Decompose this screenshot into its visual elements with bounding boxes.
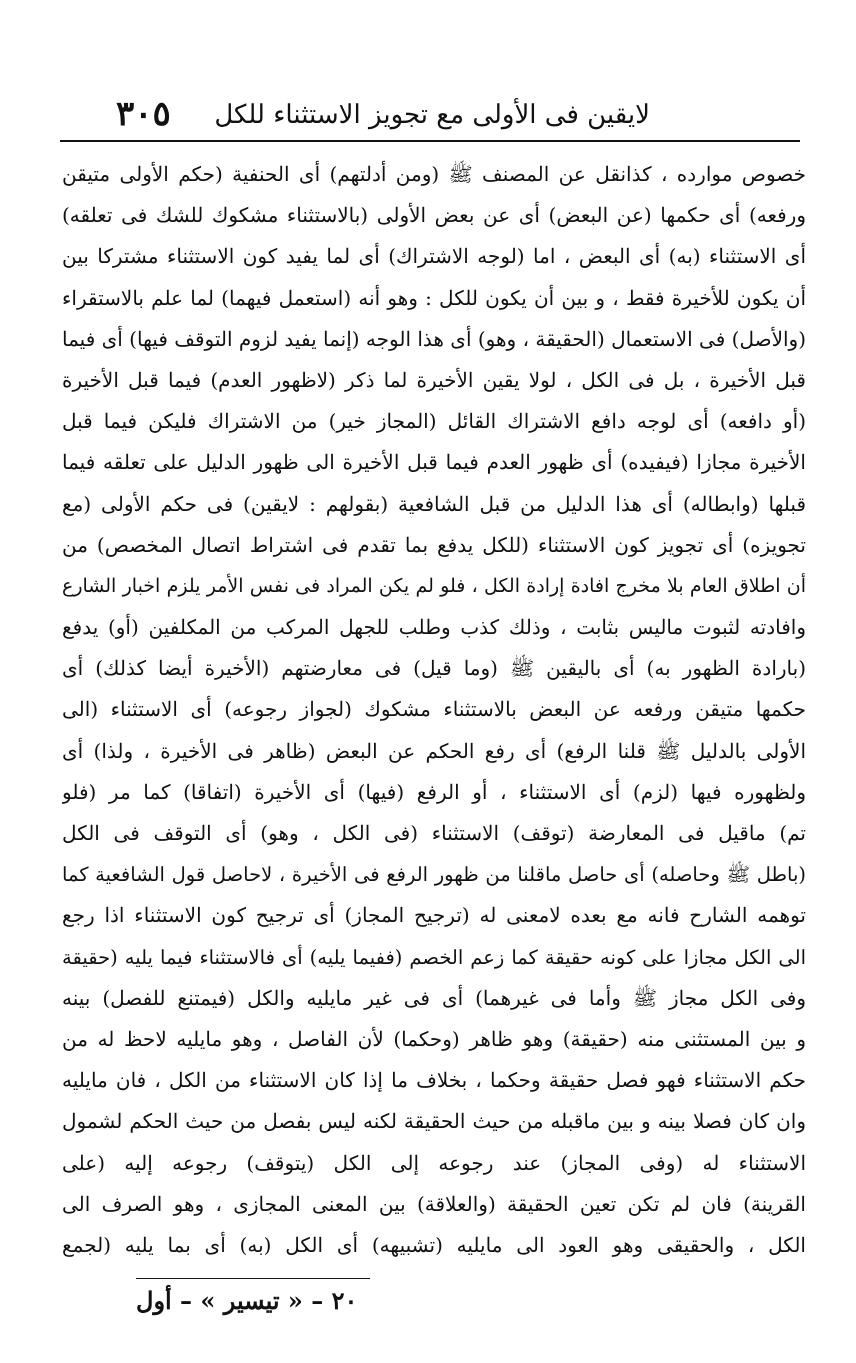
text-line: أى الاستثناء (به) أى البعض ، اما (لوجه الاشتراك) أى لما يفيد كون الاستثناء مشتركا بين — [62, 244, 806, 269]
text-line: الأولى بالدليل ﷺ قلنا الرفع) أى رفع الحكم عن البعض (ظاهر فى الأخيرة ، ولذا) أى — [62, 738, 806, 763]
text-line: ولظهوره فيها (لزم) أى الاستثناء ، أو الرفع (فيها) أى الأخيرة (اتفاقا) كما مر (فلو — [62, 779, 806, 804]
text-line: أن يكون للأخيرة فقط ، و بين أن يكون للكل : وهو أنه (استعمل فيهما) لما علم بالاستقراء — [62, 285, 806, 310]
page-header — [60, 88, 800, 140]
text-line: أن اطلاق العام بلا مخرج افادة إرادة الكل ، فلو لم يكن المراد فى نفس الأمر يلزم اخبار الشارع — [62, 574, 806, 597]
text-line: ورفعه) أى حكمها (عن البعض) أى عن بعض الأولى (بالاستثناء مشكوك للشك فى تعلقه) — [62, 203, 806, 228]
text-line: حكمها متيقن ورفعه عن البعض بالاستثناء مشكوك (لجواز رجوعه) أى الاستثناء (الى — [62, 697, 806, 722]
page-number: ٣٠٥ — [116, 94, 171, 134]
text-line: تم) ماقيل فى المعارضة (توقف) الاستثناء (فى الكل ، وهو) أى التوقف فى الكل — [62, 821, 806, 845]
footer-rule — [136, 1278, 370, 1279]
text-line: قبل الأخيرة ، بل فى الكل ، لولا يقين الأخيرة لما ذكر (لاظهور العدم) فيما قبل الأخيرة — [62, 367, 806, 392]
text-line: الاستثناء له (وفى المجاز) عند رجوعه إلى الكل (يتوقف) رجوعه إليه (على — [62, 1150, 806, 1175]
text-line: (أو دافعه) أى لوجه دافع الاشتراك القائل (المجاز خير) من الاشتراك فليكن فيما قبل — [62, 409, 806, 434]
body-text — [62, 154, 806, 1266]
running-title: لايقين فى الأولى مع تجويز الاستثناء للكل — [214, 100, 650, 130]
text-line: الى الكل مجازا على كونه حقيقة كما زعم الخصم (ففيما يليه) أى فالاستثناء فيما يليه (حقيقة — [62, 945, 806, 969]
text-line: (باطل ﷺ وحاصله) أى حاصل ماقلنا من ظهور الرفع فى الأخيرة ، لاحاصل قول الشافعية كما — [62, 863, 806, 887]
text-line: حكم الاستثناء فهو فصل حقيقة وحكما ، بخلاف ما إذا كان الاستثناء من الكل ، فان مايليه — [62, 1068, 806, 1093]
text-line: (والأصل) فى الاستعمال (الحقيقة ، وهو) أى هذا الوجه (إنما يفيد لزوم التوقف فيها) أى فيما — [62, 326, 806, 351]
text-line: الأخيرة مجازا (فيفيده) أى ظهور العدم فيما قبل الأخيرة الى ظهور الدليل على تعلقه فيما — [62, 450, 806, 475]
printer-signature: ٢٠ – « تيسير » – أول — [136, 1286, 358, 1315]
text-line: الكل ، والحقيقى وهو العود الى مايليه (تشبيهه) أى الكل (به) أى بما يليه (لجمع — [62, 1232, 806, 1257]
text-line: تجويزه) أى تجويز كون الاستثناء (للكل يدفع بما تقدم فى اشتراط اتصال المخصص) من — [62, 532, 806, 557]
text-line: وان كان فصلا بينه و بين ماقبله من حيث الحقيقة لكنه ليس بفصل من حيث الحكم لشمول — [62, 1109, 806, 1134]
header-rule — [60, 140, 800, 142]
text-line: القرينة) فان لم تكن تعين الحقيقة (والعلاقة) بين المعنى المجازى ، وهو الصرف الى — [62, 1191, 806, 1216]
text-line: وافادته لثبوت ماليس بثابت ، وذلك كذب وطلب للجهل المركب من المكلفين (أو) يدفع — [62, 615, 806, 640]
text-line: توهمه الشارح فانه مع بعده لامعنى له (ترجيح المجاز) أى ترجيح كون الاستثناء اذا رجع — [62, 903, 806, 928]
text-line: و بين المستثنى منه (حقيقة) وهو ظاهر (وحكما) لأن الفاصل ، وهو مايليه لاحظ له من — [62, 1026, 806, 1051]
text-line: وفى الكل مجاز ﷺ وأما فى غيرهما) أى فى غير مايليه والكل (فيمتنع للفصل) بينه — [62, 985, 806, 1010]
text-line: خصوص موارده ، كذانقل عن المصنف ﷺ (ومن أدلتهم) أى الحنفية (حكم الأولى متيقن — [62, 162, 806, 186]
text-line: (بارادة الظهور به) أى باليقين ﷺ (وما قيل) فى معارضتهم (الأخيرة أيضا كذلك) أى — [62, 656, 806, 681]
text-line: قبلها (وابطاله) أى هذا الدليل من قبل الشافعية (بقولهم : لايقين) فى حكم الأولى (مع — [62, 491, 806, 516]
